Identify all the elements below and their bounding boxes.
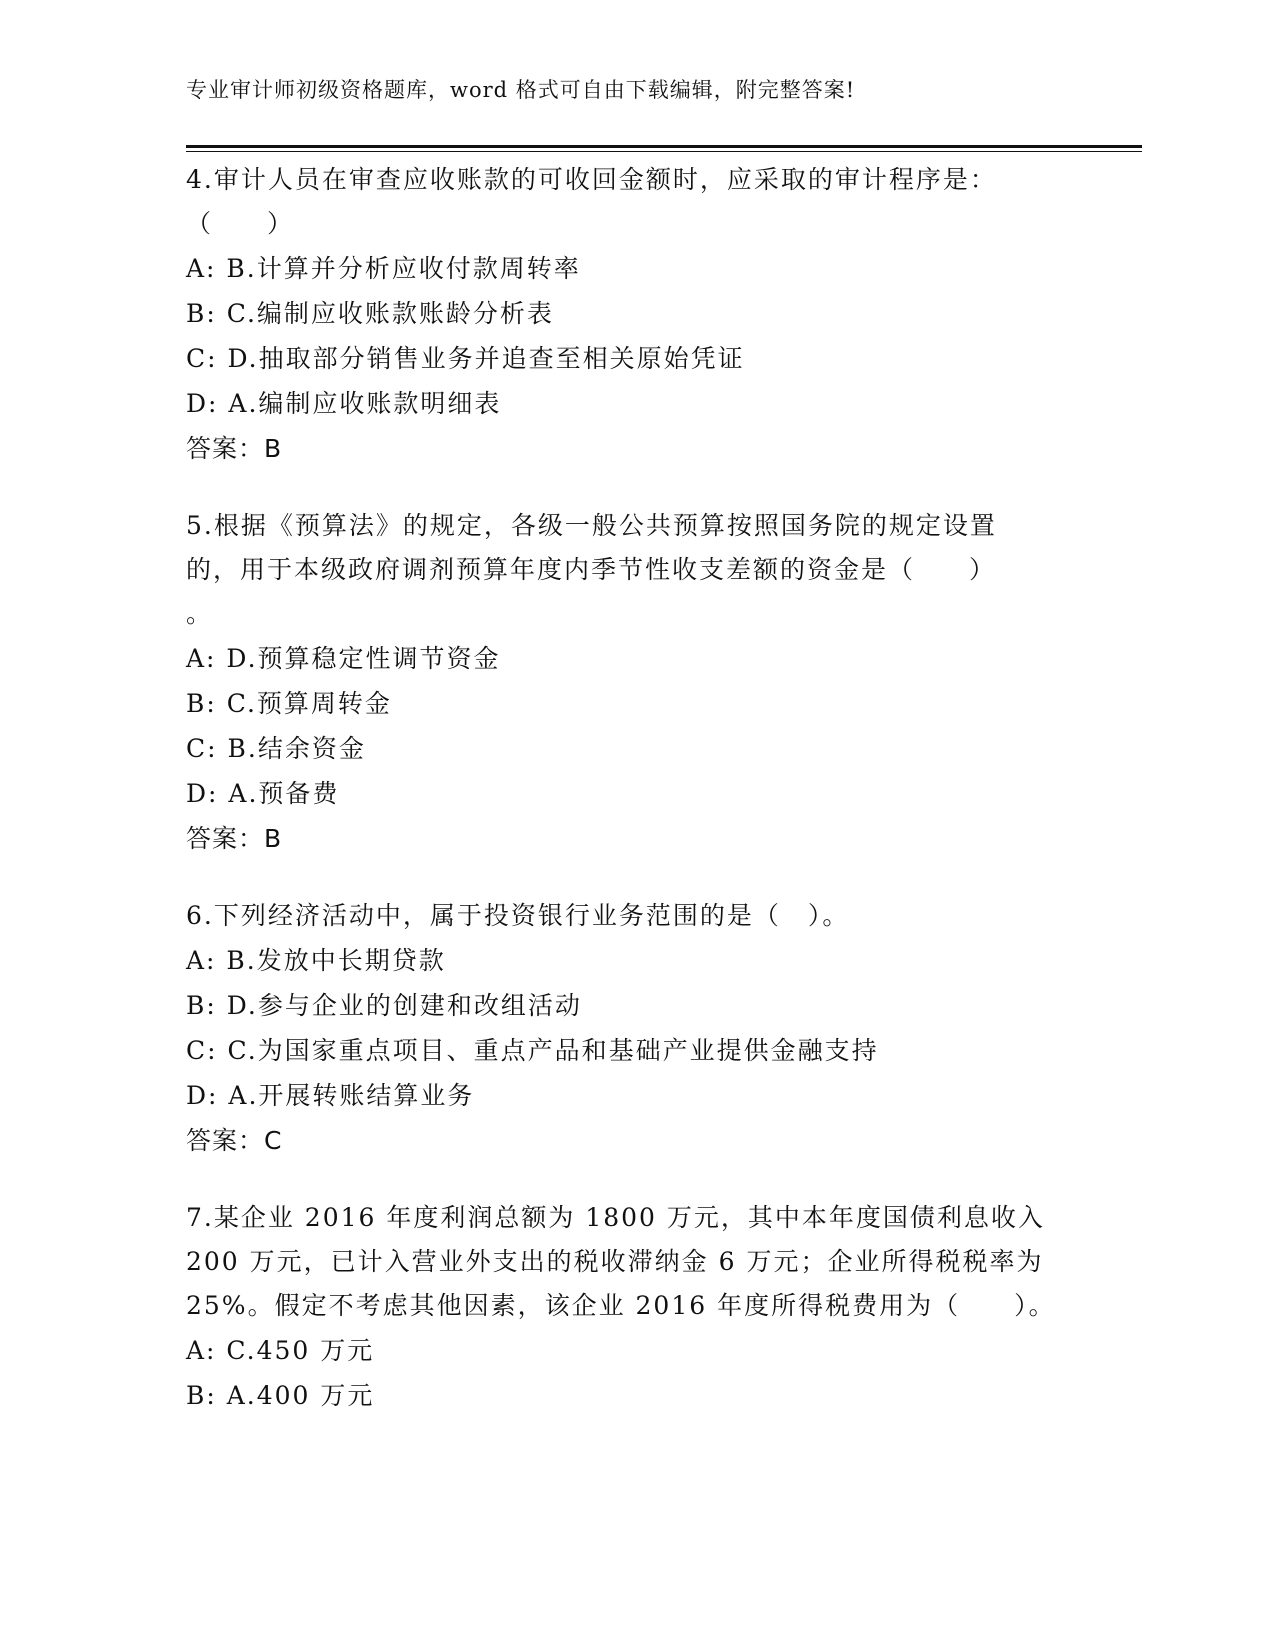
answer-option: B: C.预算周转金 bbox=[186, 689, 392, 718]
question-stem-line: 200 万元，已计入营业外支出的税收滞纳金 6 万元；企业所得税税率为 bbox=[186, 1247, 1044, 1276]
question-stem bbox=[186, 894, 1086, 938]
question-stem bbox=[186, 504, 1086, 636]
answer-option: D: A.预备费 bbox=[186, 779, 340, 808]
question-block bbox=[186, 504, 1086, 861]
answer-option: C: D.抽取部分销售业务并追查至相关原始凭证 bbox=[186, 344, 745, 373]
question-stem-line: 6.下列经济活动中，属于投资银行业务范围的是（ ）。 bbox=[186, 901, 850, 930]
question-block bbox=[186, 894, 1086, 1163]
question-stem-line: 4.审计人员在审查应收账款的可收回金额时，应采取的审计程序是： bbox=[186, 165, 997, 194]
answer-key: 答案：C bbox=[186, 1126, 283, 1155]
answer-option: B: C.编制应收账款账龄分析表 bbox=[186, 299, 554, 328]
question-block bbox=[186, 1196, 1086, 1418]
question-stem-line: 。 bbox=[186, 599, 214, 628]
header-rule-thin bbox=[186, 151, 1142, 152]
question-block bbox=[186, 158, 1086, 471]
question-stem-line: 25%。假定不考虑其他因素，该企业 2016 年度所得税费用为（ ）。 bbox=[186, 1291, 1056, 1320]
answer-option: B: A.400 万元 bbox=[186, 1381, 375, 1410]
answer-key: 答案：B bbox=[186, 824, 283, 853]
answer-option: A: C.450 万元 bbox=[186, 1336, 375, 1365]
answer-option: A: D.预算稳定性调节资金 bbox=[186, 644, 501, 673]
question-stem bbox=[186, 1196, 1086, 1328]
answer-option: A: B.计算并分析应收付款周转率 bbox=[186, 254, 581, 283]
question-stem-line: 的，用于本级政府调剂预算年度内季节性收支差额的资金是（ ） bbox=[186, 555, 997, 584]
question-stem-line: 7.某企业 2016 年度利润总额为 1800 万元，其中本年度国债利息收入 bbox=[186, 1203, 1045, 1232]
question-list bbox=[186, 158, 1086, 1451]
page-header: 专业审计师初级资格题库，word 格式可自由下载编辑，附完整答案! bbox=[186, 78, 856, 102]
answer-option: D: A.编制应收账款明细表 bbox=[186, 389, 502, 418]
answer-option: A: B.发放中长期贷款 bbox=[186, 946, 446, 975]
answer-option: C: B.结余资金 bbox=[186, 734, 366, 763]
answer-option: D: A.开展转账结算业务 bbox=[186, 1081, 475, 1110]
question-stem-line: （ ） bbox=[186, 209, 295, 238]
question-stem bbox=[186, 158, 1086, 246]
answer-key: 答案：B bbox=[186, 434, 283, 463]
answer-option: B: D.参与企业的创建和改组活动 bbox=[186, 991, 582, 1020]
question-stem-line: 5.根据《预算法》的规定，各级一般公共预算按照国务院的规定设置 bbox=[186, 511, 997, 540]
answer-option: C: C.为国家重点项目、重点产品和基础产业提供金融支持 bbox=[186, 1036, 879, 1065]
header-rule-thick bbox=[186, 145, 1142, 148]
